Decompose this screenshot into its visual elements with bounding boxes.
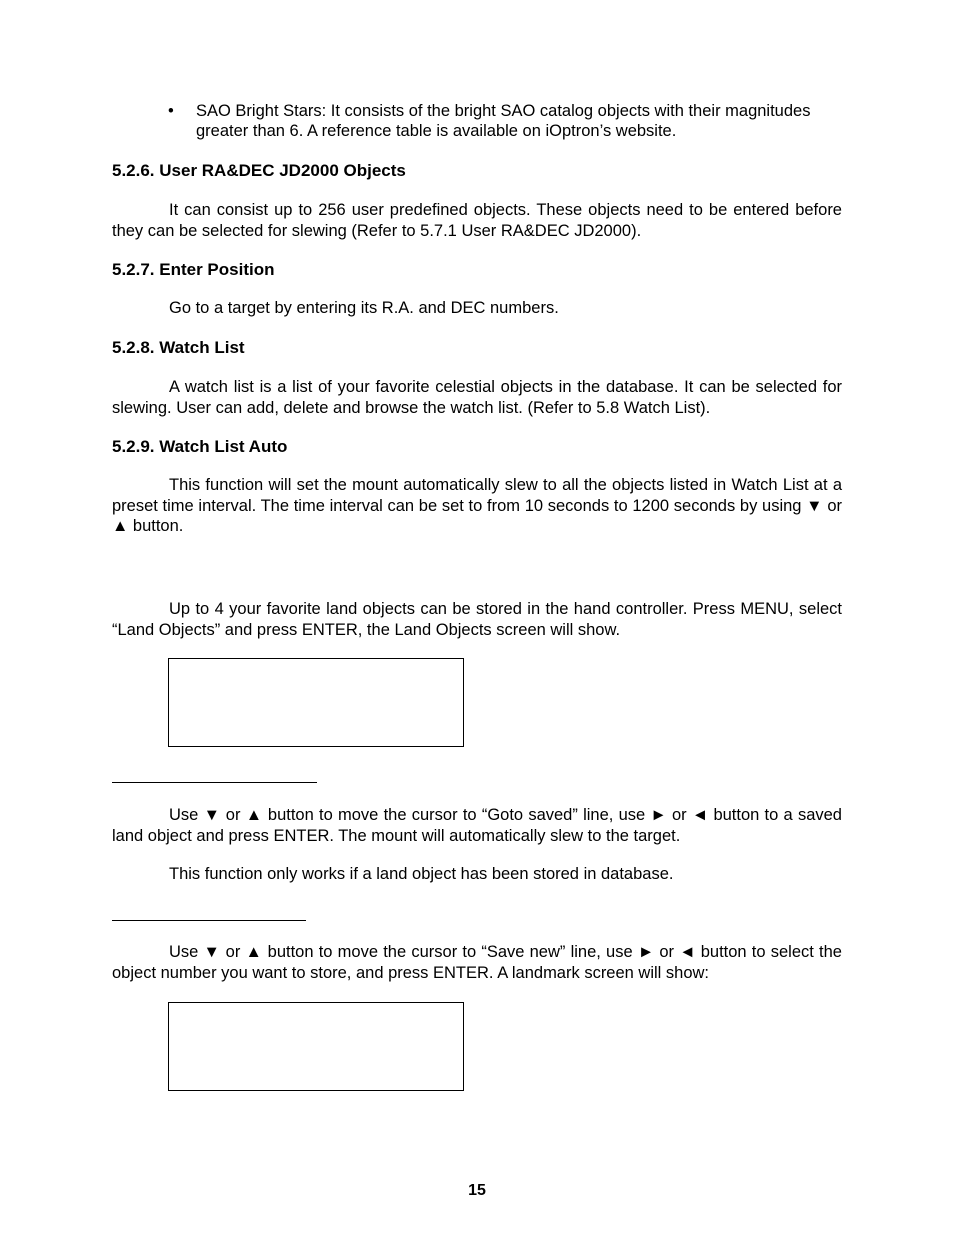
heading-5-2-6: 5.2.6. User RA&DEC JD2000 Objects (112, 161, 406, 180)
para-5-2-8: A watch list is a list of your favorite celestial objects in the database. It can be selected for slewing. User can add, delete and browse the watch list. (Refer to 5.8 Watch List). (112, 378, 842, 417)
para-5-2-6: It can consist up to 256 user predefined objects. These objects need to be entered before they can be selected for slewing (Refer to 5.7.1 User RA&DEC JD2000). (112, 201, 842, 240)
para-5-2-9: This function will set the mount automatically slew to all the objects listed in Watch List at a preset time interval. The time interval can be set to from 10 seconds to 1200 seconds by using ▼ or ▲ button. (112, 476, 842, 535)
subheading-underline-save (112, 920, 306, 921)
page-number: 15 (468, 1182, 486, 1199)
para-goto-saved: Use ▼ or ▲ button to move the cursor to “Goto saved” line, use ► or ◄ button to a saved land object and press ENTER. The mount will automatically slew to the target. (112, 806, 842, 845)
heading-5-2-7: 5.2.7. Enter Position (112, 260, 275, 279)
para-save-new: Use ▼ or ▲ button to move the cursor to “Save new” line, use ► or ◄ button to select the object number you want to store, and press ENTER. A landmark screen will show: (112, 943, 842, 982)
para-goto-note: This function only works if a land object has been stored in database. (169, 865, 674, 883)
land-objects-screen-box (168, 658, 464, 747)
bullet-dot: • (168, 102, 174, 120)
heading-5-2-8: 5.2.8. Watch List (112, 338, 245, 357)
para-5-2-7: Go to a target by entering its R.A. and DEC numbers. (169, 299, 559, 317)
heading-5-2-9: 5.2.9. Watch List Auto (112, 437, 288, 456)
para-land-objects-intro: Up to 4 your favorite land objects can be stored in the hand controller. Press MENU, select “Land Objects” and press ENTER, the Land Objects screen will show. (112, 600, 842, 639)
bullet-text: SAO Bright Stars: It consists of the bright SAO catalog objects with their magnitudes greater than 6. A reference table is available on iOptron’s website. (196, 102, 811, 140)
subheading-underline-goto (112, 782, 317, 783)
landmark-screen-box (168, 1002, 464, 1091)
